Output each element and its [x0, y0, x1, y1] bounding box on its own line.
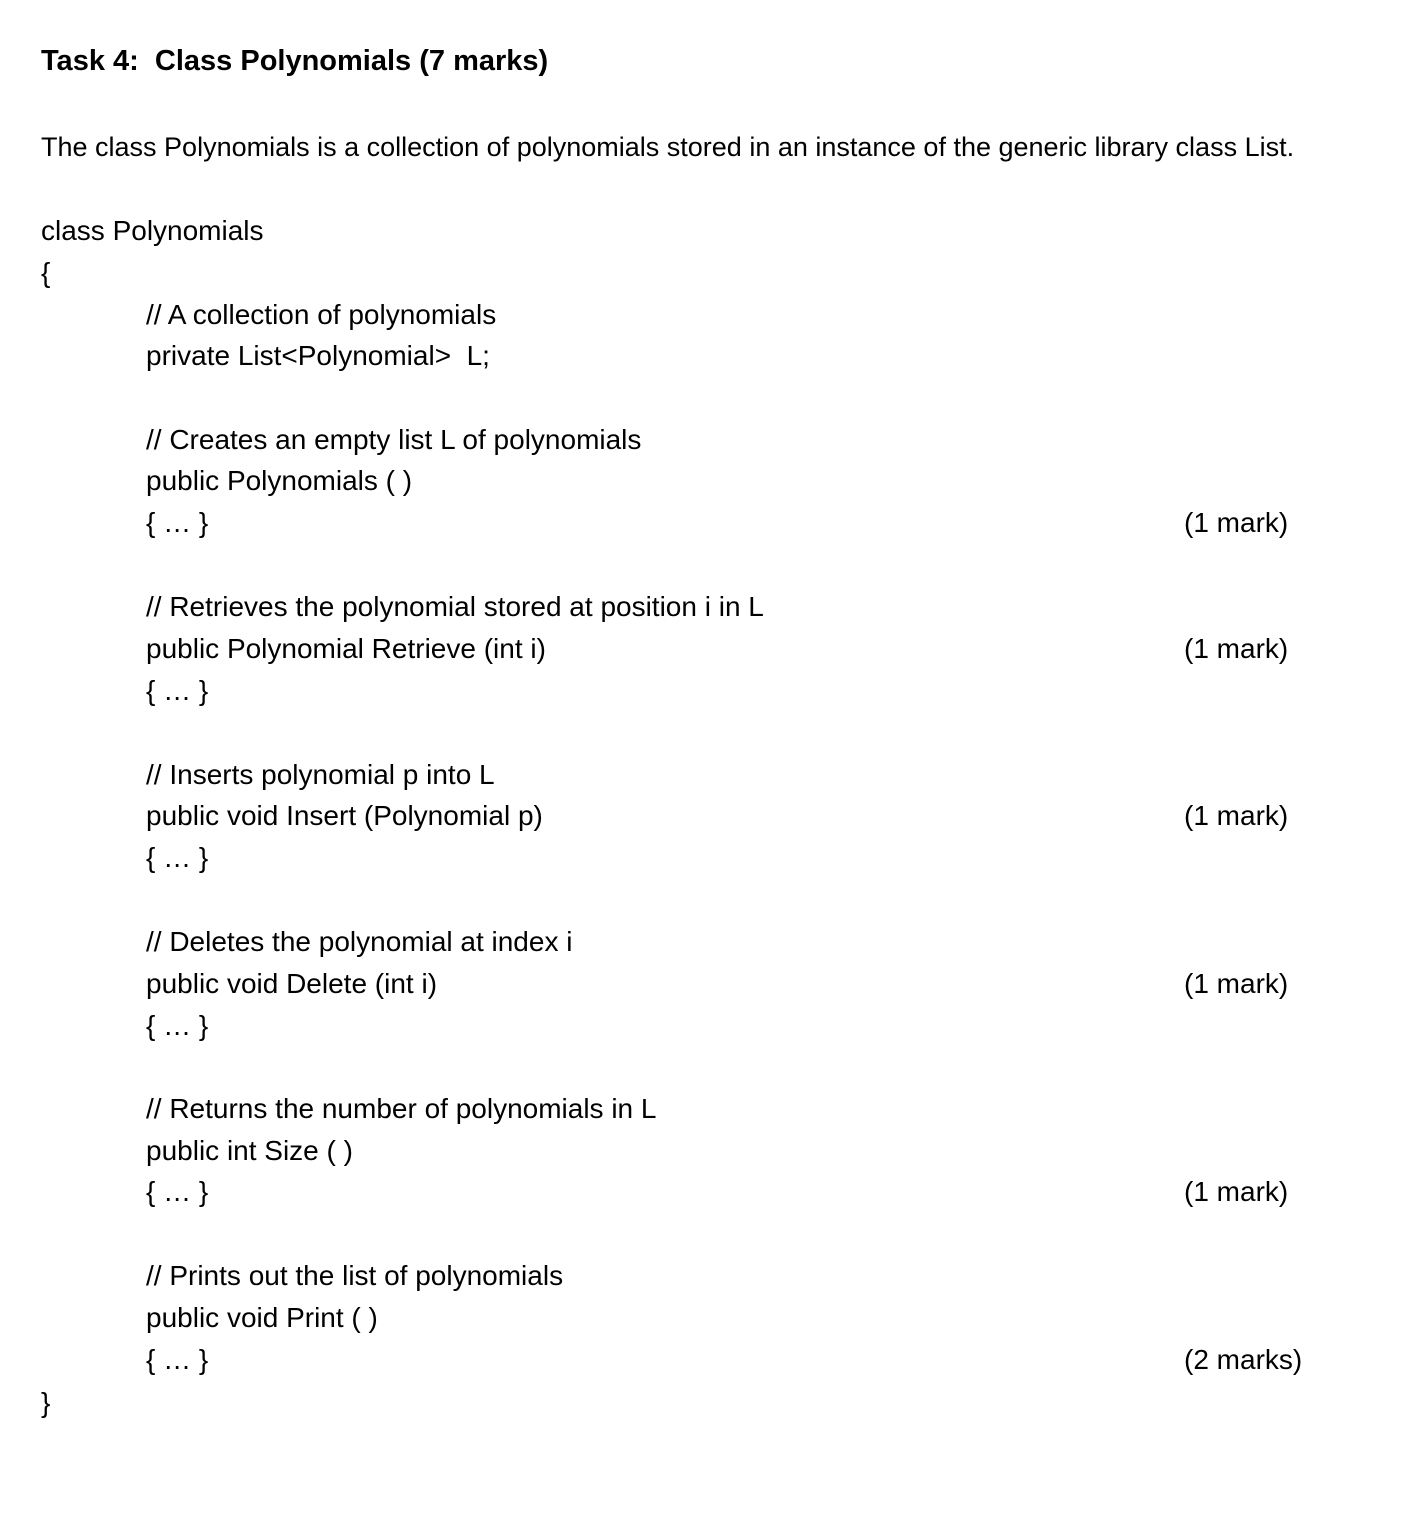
method-comment: // Creates an empty list L of polynomials [146, 424, 642, 455]
method-signature: public Polynomial Retrieve (int i) [146, 633, 546, 664]
method-body: { … } [146, 1344, 209, 1375]
class-open-brace: { [41, 257, 51, 288]
method-marks: (1 mark) [1184, 800, 1289, 831]
field-declaration: private List<Polynomial> L; [146, 340, 490, 371]
method-signature: public Polynomials ( ) [146, 465, 413, 496]
method-body: { … } [146, 842, 209, 873]
method-marks: (1 mark) [1184, 633, 1289, 664]
method-signature: public void Print ( ) [146, 1302, 378, 1333]
method-marks: (1 mark) [1184, 1176, 1289, 1207]
method-body: { … } [146, 1010, 209, 1041]
method-signature: public int Size ( ) [146, 1135, 353, 1166]
method-body: { … } [146, 675, 209, 706]
method-comment: // Returns the number of polynomials in L [146, 1093, 657, 1124]
class-close-brace: } [41, 1387, 51, 1418]
method-comment: // Inserts polynomial p into L [146, 759, 495, 790]
method-signature: public void Delete (int i) [146, 968, 438, 999]
method-marks: (1 mark) [1184, 507, 1289, 538]
method-comment: // Retrieves the polynomial stored at position i in L [146, 591, 764, 622]
task-title: Task 4: Class Polynomials (7 marks) [41, 45, 549, 77]
method-body: { … } [146, 507, 209, 538]
method-signature: public void Insert (Polynomial p) [146, 800, 543, 831]
field-comment: // A collection of polynomials [146, 299, 497, 330]
method-body: { … } [146, 1176, 209, 1207]
method-comment: // Prints out the list of polynomials [146, 1260, 564, 1291]
method-marks: (1 mark) [1184, 968, 1289, 999]
method-marks: (2 marks) [1184, 1344, 1303, 1375]
task-intro: The class Polynomials is a collection of polynomials stored in an instance of the generic library class List. [41, 132, 1295, 162]
class-declaration: class Polynomials [41, 215, 264, 246]
method-comment: // Deletes the polynomial at index i [146, 926, 573, 957]
